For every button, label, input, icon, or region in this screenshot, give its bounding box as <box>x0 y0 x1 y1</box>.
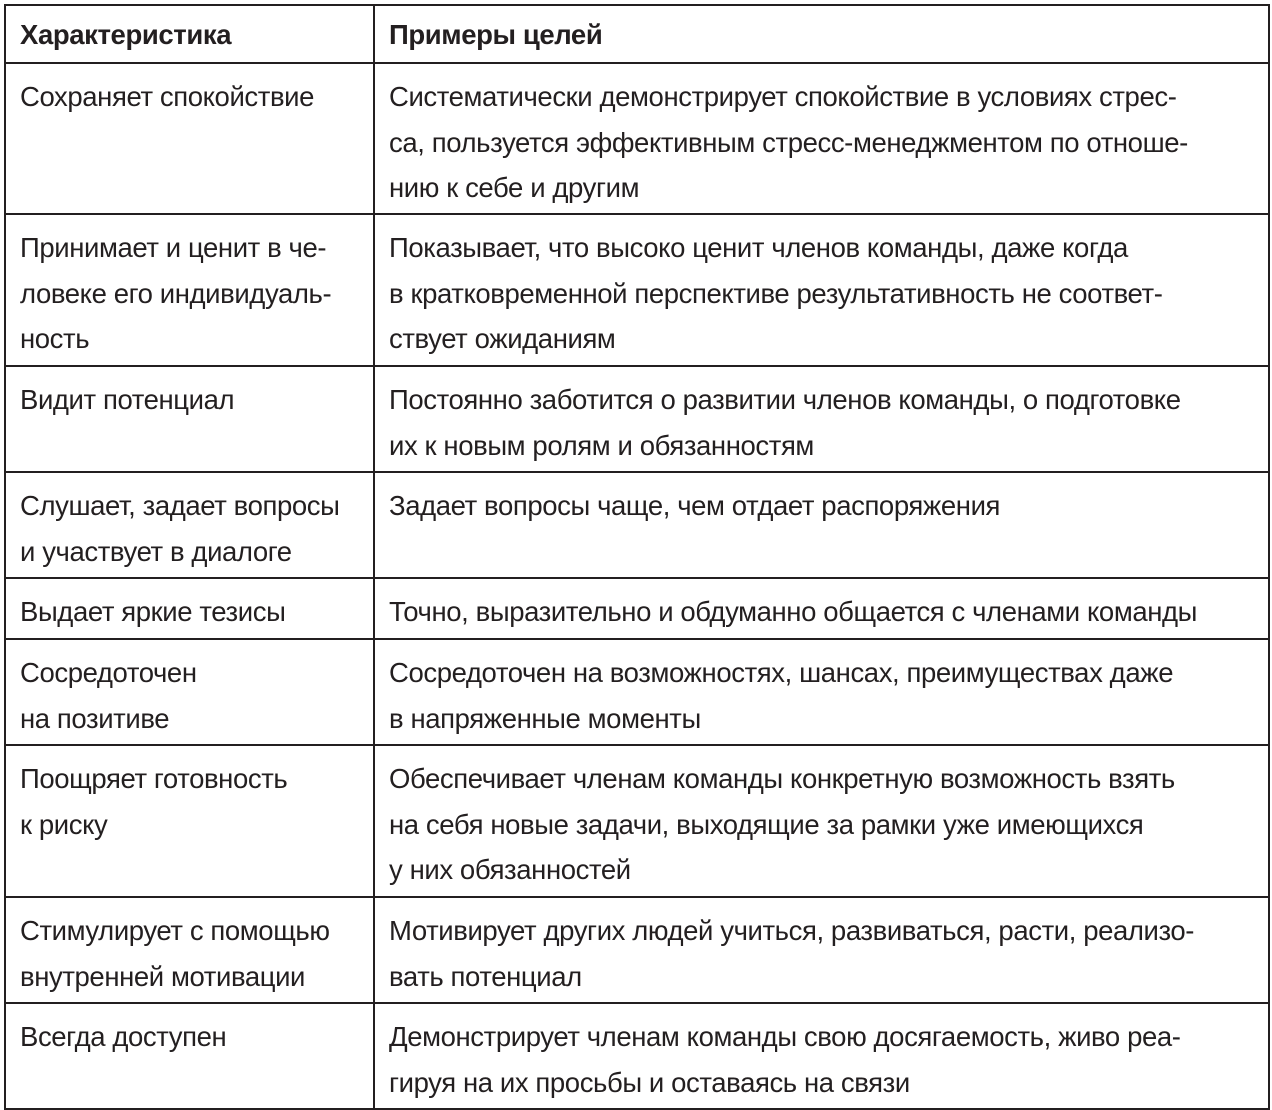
example-cell: Демонстрирует членам команды свою досягаемость, живо реа- гируя на их просьбы и оставаясь на связи <box>374 1003 1269 1109</box>
table-row <box>5 639 1269 745</box>
characteristic-cell: Принимает и ценит в че- ловеке его индивидуаль- ность <box>5 214 374 366</box>
table-row <box>5 472 1269 578</box>
characteristic-cell: Сосредоточен на позитиве <box>5 639 374 745</box>
example-cell: Показывает, что высоко ценит членов команды, даже когда в кратковременной перспективе результативность не соответ- ствует ожиданиям <box>374 214 1269 366</box>
characteristic-cell: Стимулирует с помощью внутренней мотивации <box>5 897 374 1003</box>
characteristic-cell: Поощряет готовность к риску <box>5 745 374 897</box>
characteristic-cell: Видит потенциал <box>5 366 374 472</box>
characteristic-cell: Всегда доступен <box>5 1003 374 1109</box>
example-cell: Точно, выразительно и обдуманно общается с членами команды <box>374 578 1269 639</box>
characteristic-cell: Сохраняет спокойствие <box>5 63 374 214</box>
table-body <box>5 63 1269 1109</box>
goals-table <box>4 4 1270 1110</box>
table-row <box>5 63 1269 214</box>
header-row <box>5 5 1269 63</box>
table-row <box>5 897 1269 1003</box>
example-cell: Систематически демонстрирует спокойствие в условиях стрес- са, пользуется эффективным стресс-менеджментом по отноше- нию к себе и другим <box>374 63 1269 214</box>
table-row <box>5 214 1269 366</box>
table-row <box>5 366 1269 472</box>
characteristic-cell: Выдает яркие тезисы <box>5 578 374 639</box>
example-cell: Мотивирует других людей учиться, развиваться, расти, реализо- вать потенциал <box>374 897 1269 1003</box>
example-cell: Обеспечивает членам команды конкретную возможность взять на себя новые задачи, выходящие за рамки уже имеющихся у них обязанностей <box>374 745 1269 897</box>
table-row <box>5 745 1269 897</box>
example-cell: Сосредоточен на возможностях, шансах, преимуществах даже в напряженные моменты <box>374 639 1269 745</box>
table-row <box>5 578 1269 639</box>
example-cell: Постоянно заботится о развитии членов команды, о подготовке их к новым ролям и обязанностям <box>374 366 1269 472</box>
characteristic-cell: Слушает, задает вопросы и участвует в диалоге <box>5 472 374 578</box>
table-row <box>5 1003 1269 1109</box>
header-examples: Примеры целей <box>374 5 1269 63</box>
example-cell: Задает вопросы чаще, чем отдает распоряжения <box>374 472 1269 578</box>
header-characteristic: Характеристика <box>5 5 374 63</box>
table-header <box>5 5 1269 63</box>
